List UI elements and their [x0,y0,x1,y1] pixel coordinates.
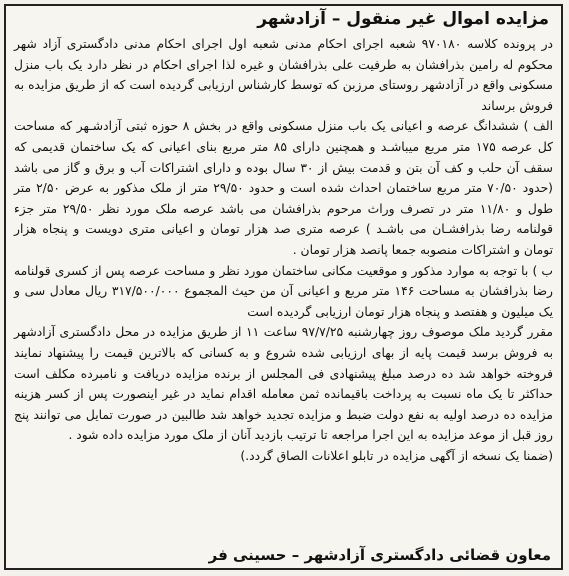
intro-paragraph: در پرونده کلاسه ۹۷۰۱۸۰ شعبه اجرای احکام مدنی شعبه اول اجرای احکام مدنی دادگستری آزاد شهر محکوم له رامین بذرافشان به طرفیت علی بذرافشان و غیره لذا اجرای احکام در نظر دارد یک باب منزل مسکونی واقع در آزادشهر روستای مرزبن که توسط کارشناس ارزیابی گردیده است که از طریق مزایده به فروش برساند [14,37,553,113]
signature-line: معاون قضائی دادگستری آزادشهر – حسینی فر [208,546,551,564]
valuation-paragraph: ب ) با توجه به موارد مذکور و موقعیت مکانی ساختمان مورد نظر و مساحت عرصه پس از کسری قولنامه رضا بذرافشان به مساحت ۱۴۶ متر مربع و اعیانی آن من حیث المجموع ۳۱۷/۵۰۰/۰۰۰ ریال معادل سی و یک میلیون و هفتصد و پنجاه هزار تومان ارزیابی گردیده است [14,263,553,319]
notice-title: مزایده اموال غیر منقول – آزادشهر [257,9,549,29]
notice-page [4,4,563,570]
notice-body [6,30,561,466]
auction-terms-paragraph: مقرر گردید ملک موصوف روز چهارشنبه ۹۷/۷/۲۵ ساعت ۱۱ از طریق مزایده در محل دادگستری آزادشهر به فروش برسد قیمت پایه از بهای ارزیابی شده شروع و به کسانی که بالاترین قیمت را پیشنهاد نمایند فروخته خواهد شد ده درصد مبلغ پیشنهادی فی المجلس از برنده مزایده دریافت و نامبرده مکلف است حداکثر تا یک ماه نسبت به پرداخت باقیمانده ثمن معامله اقدام نماید در غیر اینصورت پس از کسر هزینه مزایده ده درصد اولیه به نفع دولت ضبط و مزایده تجدید خواهد شد طالبین در صورت تمایل می توانند پنج روز قبل از موعد مزایده به این اجرا مراجعه تا ترتیب بازدید آنان از ملک مورد مزایده داده شود . [14,325,553,443]
posting-note-paragraph: (ضمنا یک نسخه از آگهی مزایده در تابلو اعلانات الصاق گردد.) [240,448,553,463]
property-description-paragraph: الف ) ششدانگ عرصه و اعیانی یک باب منزل مسکونی واقع در بخش ۸ حوزه ثبتی آزادشـهر که مساحت کل عرصه ۱۷۵ متر مربع میباشـد و همچنین دارای ۸۵ متر مربع بنای اعیانی که یک ساختمان قدیمی که سقف آن حلب و کف آن بتن و قدمت بیش از ۳۰ سال بوده و دارای اشتراکات آب و برق و گاز می باشد (حدود ۷۰/۵۰ متر مربع ساختمان احداث شده است و حدود ۲۹/۵۰ متر از ملک مذکور به عرض ۲/۵۰ متر طول و ۱۱/۸۰ متر در تصرف وراث مرحوم بذرافشان می باشد عرصه ملک مورد نظر ۲۹/۵۰ متر جزء قولنامه رضا بذرافشـان می باشـد ) عرصه متری صد هزار تومان و اعیانی متری دویست و پنجاه هزار تومان و اشتراکات منصوبه جمعا پانصد هزار تومان . [14,119,554,257]
